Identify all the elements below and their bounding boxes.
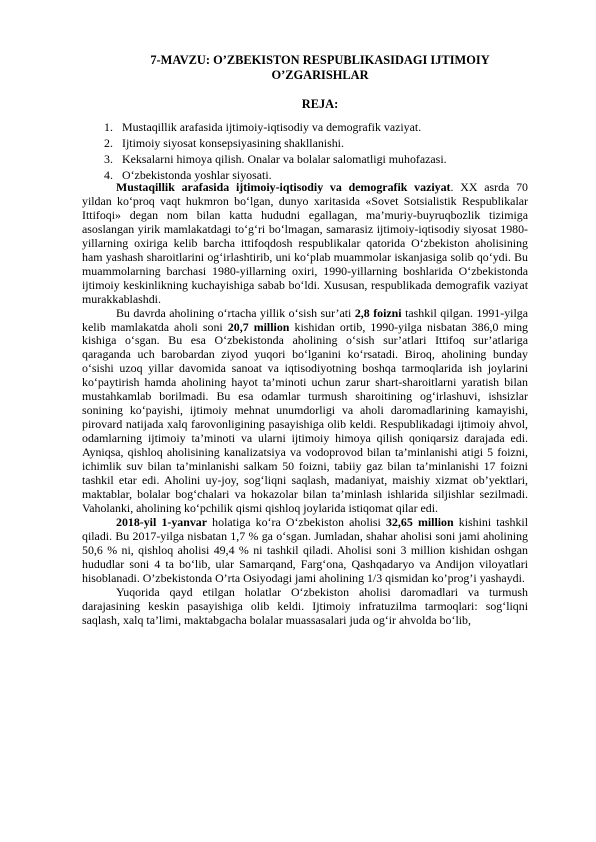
plan-item-text: Ijtimoiy siyosat konsepsiyasining shakllanishi. [122,136,344,150]
paragraph-1 [82,181,528,307]
paragraph-text: Yuqorida qayd etilgan holatlar O‘zbekiston aholisi daromadlari va turmush darajasining keskin pasayishiga olib keldi. Ijtimoiy infratuzilma tarmoqlari: sog‘liqni saqlash, xalq ta’limi, maktabgacha bolalar muassasalari juda og‘ir ahvolda bo‘lib, [82,584,528,627]
plan-item [104,135,447,151]
paragraph-4 [82,586,528,628]
document-body [82,181,528,628]
paragraph-text: kishini tashkil qiladi. Bu 2017-yilga nisbatan 1,7 % ga o‘sgan. Jumladan, shahar aholisi soni jami aholining 50,6 % ni, qishloq aholisi 49,4 % ni tashkil qiladi. Aholisi soni 3 million kishidan oshgan hududlar soni 4 ta bo‘lib, ular Samarqand, Farg‘ona, Qashqadaryo va Andijon viloyatlari hisoblanadi. O’zbekistonda O’rta Osiyodagi jami aholining 1/3 qismidan ko’prog’i yashaydi. [82,514,529,585]
plan-item-number: 3. [104,152,113,166]
paragraph-text: . XX asrda 70 yildan ko‘proq vaqt hukmron bo‘lgan, dunyo xaritasida «Sovet Sotsialistik Respublikalar Ittifoqi» degan nom bilan katta hududni egallagan, ma’muriy-buyruqbozlik tizimiga asoslangan yirik mamlakatdagi to‘g‘ri bo‘lmagan, samarasiz ijtimoiy-iqtisodiy siyosat 1980-yillarning oxiriga kelib barcha ittifoqdosh respublikalar qatorida O‘zbekiston aholisining ham yashash sharoitlarini og‘irlashtirib, uni ko‘plab muammolar iskanjasiga solib qo‘ydi. Bu muammolarning barchasi 1980-yillarning oxiri, 1990-yillarning boshlarida O‘zbekistonda ijtimoiy keskinlikning kuchayishiga sabab bo‘ldi. Xususan, respublikada demografik vaziyat murakkablashdi. [82,180,529,306]
plan-list [104,119,447,183]
paragraph-lead-heading: Mustaqillik arafasida ijtimoiy-iqtisodiy va demografik vaziyat [116,180,451,194]
plan-item-text: Mustaqillik arafasida ijtimoiy-iqtisodiy va demografik vaziyat. [122,120,422,134]
paragraph-2 [82,307,528,516]
document-title [90,53,550,83]
plan-heading: REJA: [301,97,339,111]
highlight-growth-rate: 2,8 foizni [354,305,402,320]
plan-item-number: 2. [104,136,113,150]
paragraph-text: kishidan ortib, 1990-yilga nisbatan 386,0 ming kishiga o‘sgan. Bu esa O‘zbekistonda aholining o‘sish sur’atlari Ittifoq sur’atlariga qaraganda uch barobardan ziyod yuqori bo‘lganini ko‘rsatadi. Biroq, aholining bunday o‘sishi uzoq yillar davomida sanoat va iqtisodiyotning boshqa tarmoqlarida ish joylarini ko‘paytirish hamda aholining hayot ta’minoti uchun zarur shart-sharoitlarni yaratish bilan mustahkamlab borilmadi. Bu esa odamlar turmush sharoitining og‘irlashuvi, ishsizlar sonining ko‘payishi, ijtimoiy mehnat unumdorligi va aholi daromadlarining kamayishi, pirovard natijada xalq farovonligining pasayishiga olib keldi. Respublikadagi ijtimoiy ahvol, odamlarning ijtimoiy ta’minoti va ularni ijtimoiy himoya qilish qoniqarsiz darajada edi. Ayniqsa, qishloq aholisining kanalizatsiya va vodoprovod bilan ta’minlanishi atigi 5 foizni, ichimlik suv bilan ta’minlanishi salkam 50 foizni, tabiiy gaz bilan ta’minlanishi 17 foizni tashkil etar edi. Aholini uy-joy, sog‘liqni saqlash, madaniyat, maishiy xizmat ob’yektlari, maktablar, bolalar bog‘chalari va hokazolar bilan ta’minlash ishlarida siljishlar sezilmadi. Vaholanki, aholining ko‘pchilik qismi qishloq joylarida istiqomat qilar edi. [82,319,528,515]
paragraph-text: Bu davrda aholining o‘rtacha yillik o‘sish sur’ati [116,305,355,320]
highlight-date: 2018-yil 1-yanvar [116,514,208,529]
plan-item-number: 1. [104,120,113,134]
plan-item-number: 4. [104,168,113,182]
paragraph-3 [82,516,528,586]
highlight-population-2018: 32,65 million [386,514,454,529]
highlight-population-1991: 20,7 million [227,319,290,334]
plan-item-text: Keksalarni himoya qilish. Onalar va bolalar salomatligi muhofazasi. [122,152,447,166]
plan-item [104,151,447,167]
paragraph-text: tashkil qilgan. 1991-yilga kelib mamlakatda aholi soni [82,305,528,334]
title-line-1: 7-MAVZU: O’ZBEKISTON RESPUBLIKASIDAGI IJTIMOIY [150,53,490,67]
paragraph-text: holatiga ko‘ra O‘zbekiston aholisi [207,514,387,529]
plan-item-text: O‘zbekistonda yoshlar siyosati. [122,168,272,182]
title-line-2: O’ZGARISHLAR [271,68,369,82]
plan-item [104,119,447,135]
